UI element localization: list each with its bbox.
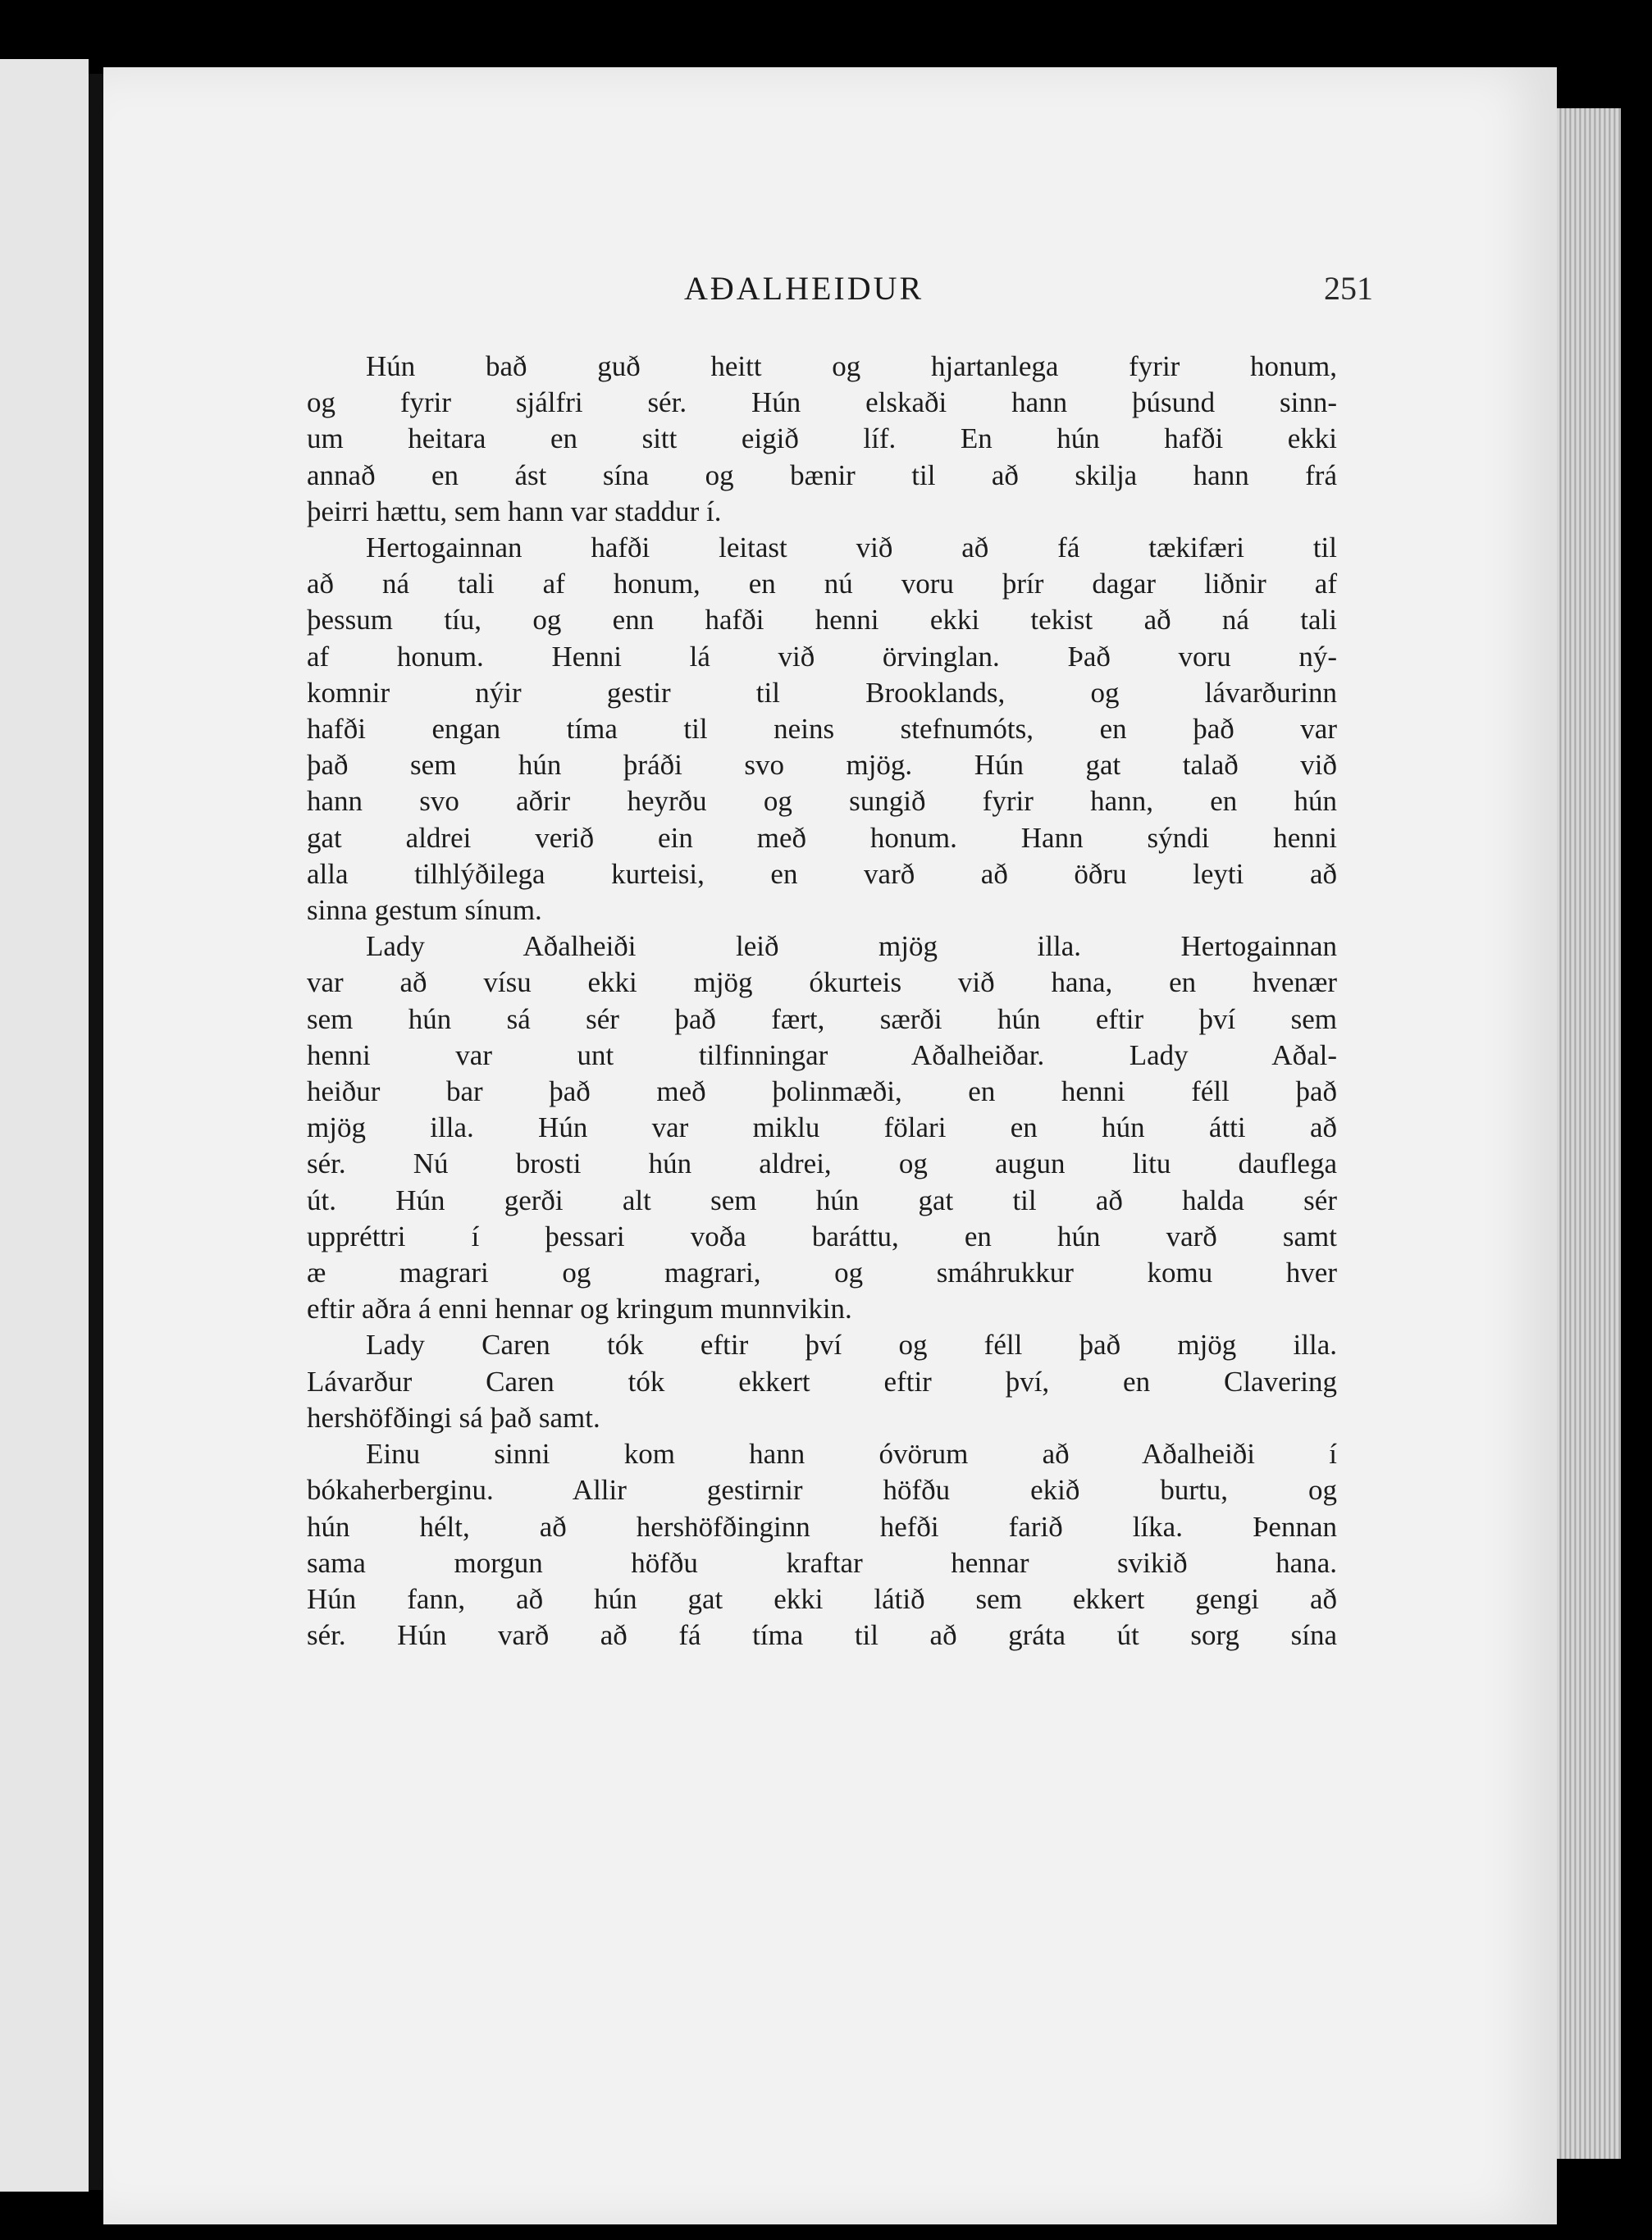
text-line: sama morgun höfðu kraftar hennar svikið hana. <box>307 1546 1337 1579</box>
text-line: Einu sinni kom hann óvörum að Aðalheiði í <box>366 1438 1337 1471</box>
text-line: út. Hún gerði alt sem hún gat til að halda sér <box>307 1184 1337 1216</box>
text-line: sem hún sá sér það fært, særði hún eftir því sem <box>307 1002 1337 1035</box>
facing-page-edge <box>0 59 89 2192</box>
text-line: annað en ást sína og bænir til að skilja hann frá <box>307 458 1337 491</box>
text-line: og fyrir sjálfri sér. Hún elskaði hann þúsund sinn- <box>307 386 1337 419</box>
text-line: gat aldrei verið ein með honum. Hann sýndi henni <box>307 821 1337 854</box>
text-line: mjög illa. Hún var miklu fölari en hún átti að <box>307 1111 1337 1144</box>
text-line: Lady Caren tók eftir því og féll það mjög illa. <box>366 1329 1337 1362</box>
text-line: um heitara en sitt eigið líf. En hún hafði ekki <box>307 422 1337 455</box>
book-gutter <box>89 74 103 2190</box>
page-header <box>684 269 1373 318</box>
running-title: AÐALHEIDUR <box>684 270 924 307</box>
text-line: æ magrari og magrari, og smáhrukkur komu hver <box>307 1257 1337 1289</box>
text-line: heiður bar það með þolinmæði, en henni féll það <box>307 1075 1337 1108</box>
text-line: Hertogainnan hafði leitast við að fá tækifæri til <box>366 531 1337 564</box>
text-line: þessum tíu, og enn hafði henni ekki tekist að ná tali <box>307 604 1337 636</box>
text-line: uppréttri í þessari voða baráttu, en hún varð samt <box>307 1220 1337 1252</box>
text-line: hafði engan tíma til neins stefnumóts, en það var <box>307 713 1337 746</box>
text-line: af honum. Henni lá við örvinglan. Það voru ný- <box>307 640 1337 673</box>
text-line: hún hélt, að hershöfðinginn hefði farið líka. Þennan <box>307 1510 1337 1543</box>
text-line: sinna gestum sínum. <box>307 894 542 927</box>
page-stack-edge <box>1557 108 1621 2159</box>
text-line: sér. Nú brosti hún aldrei, og augun litu dauflega <box>307 1147 1337 1180</box>
text-line: það sem hún þráði svo mjög. Hún gat talað við <box>307 749 1337 782</box>
text-line: var að vísu ekki mjög ókurteis við hana, en hvenær <box>307 966 1337 999</box>
text-line: Lady Aðalheiði leið mjög illa. Hertogainnan <box>366 930 1337 963</box>
text-line: hershöfðingi sá það samt. <box>307 1401 600 1434</box>
text-line: Hún fann, að hún gat ekki látið sem ekkert gengi að <box>307 1582 1337 1615</box>
text-line: bókaherberginu. Allir gestirnir höfðu ekið burtu, og <box>307 1474 1337 1507</box>
text-line: henni var unt tilfinningar Aðalheiðar. Lady Aðal- <box>307 1038 1337 1071</box>
body-text <box>307 349 1337 1654</box>
text-line: Hún bað guð heitt og hjartanlega fyrir honum, <box>366 350 1337 382</box>
text-line: að ná tali af honum, en nú voru þrír dagar liðnir af <box>307 568 1337 600</box>
text-line: alla tilhlýðilega kurteisi, en varð að öðru leyti að <box>307 857 1337 890</box>
text-line: hann svo aðrir heyrðu og sungið fyrir hann, en hún <box>307 785 1337 818</box>
text-line: þeirri hættu, sem hann var staddur í. <box>307 495 722 527</box>
text-line: Lávarður Caren tók ekkert eftir því, en Clavering <box>307 1365 1337 1398</box>
page-number: 251 <box>1324 270 1373 307</box>
text-line: eftir aðra á enni hennar og kringum munnvikin. <box>307 1293 852 1325</box>
text-line: sér. Hún varð að fá tíma til að gráta út sorg sína <box>307 1619 1337 1652</box>
text-line: komnir nýir gestir til Brooklands, og lávarðurinn <box>307 676 1337 709</box>
